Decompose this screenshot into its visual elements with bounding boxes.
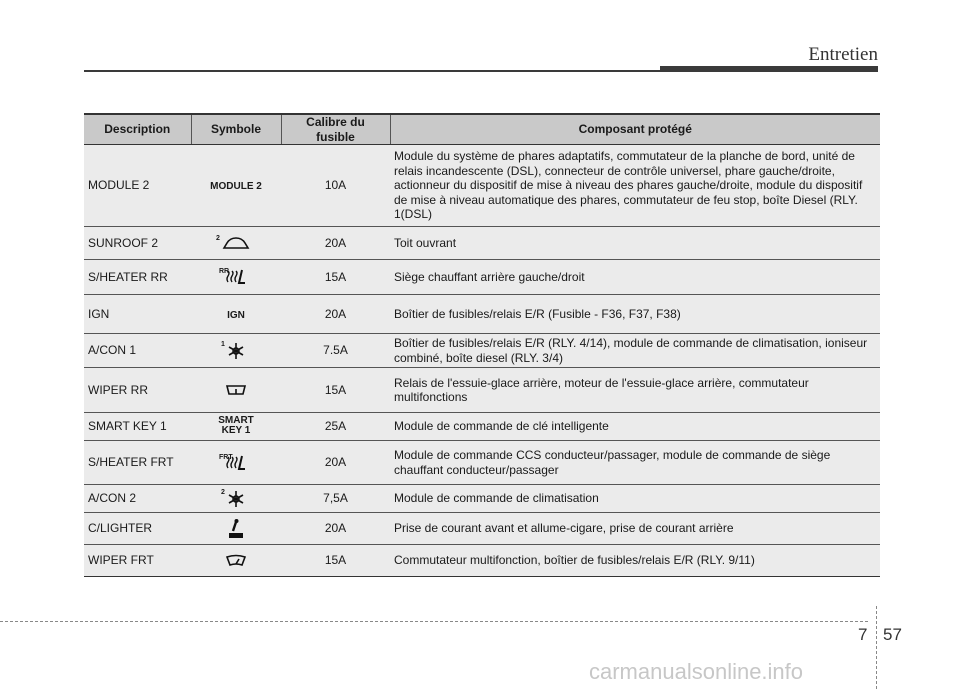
- fuse-table: [84, 113, 880, 577]
- fuse-component: Toit ouvrant: [390, 227, 880, 260]
- fuse-symbol: [191, 295, 281, 334]
- fuse-symbol-superscript: RR: [219, 268, 230, 275]
- fuse-symbol-superscript: 1: [221, 340, 225, 348]
- fuse-component: Prise de courant avant et allume-cigare, prise de courant arrière: [390, 513, 880, 545]
- table-row: [84, 413, 880, 441]
- table-row: [84, 485, 880, 513]
- fuse-component: Module de commande CCS conducteur/passager, module de commande de siège chauffant conducteur/passager: [390, 441, 880, 485]
- table-row: [84, 334, 880, 368]
- fuse-description: WIPER FRT: [84, 545, 191, 577]
- fuse-rating: 7,5A: [281, 485, 390, 513]
- fuse-symbol: [191, 485, 281, 513]
- header-rule-accent: [660, 66, 878, 72]
- fuse-description: SMART KEY 1: [84, 413, 191, 441]
- watermark: carmanualsonline.info: [589, 659, 804, 684]
- fuse-symbol-superscript: 2: [221, 488, 225, 496]
- fuse-symbol: [191, 368, 281, 413]
- rear-wiper-icon: [225, 383, 247, 397]
- fuse-symbol: [191, 545, 281, 577]
- fuse-rating: 15A: [281, 368, 390, 413]
- fuse-description: S/HEATER FRT: [84, 441, 191, 485]
- fuse-description: MODULE 2: [84, 145, 191, 227]
- fuse-symbol: [191, 513, 281, 545]
- footer-rule: [0, 621, 868, 622]
- snowflake-icon: [221, 340, 245, 360]
- cigar-lighter-icon: [227, 518, 245, 540]
- fuse-component: Commutateur multifonction, boîtier de fusibles/relais E/R (RLY. 9/11): [390, 545, 880, 577]
- fuse-rating: 10A: [281, 145, 390, 227]
- fuse-symbol: [191, 413, 281, 441]
- seat-heater-icon: [219, 453, 247, 471]
- front-wiper-icon: [225, 554, 247, 568]
- table-row: [84, 295, 880, 334]
- column-header-rating: Calibre du fusible: [281, 114, 390, 145]
- table-row: [84, 145, 880, 227]
- column-header-component: Composant protégé: [390, 114, 880, 145]
- fuse-description: A/CON 2: [84, 485, 191, 513]
- fuse-component: Boîtier de fusibles/relais E/R (Fusible - F36, F37, F38): [390, 295, 880, 334]
- fuse-symbol: [191, 334, 281, 368]
- table-header-row: [84, 114, 880, 145]
- fuse-component: Boîtier de fusibles/relais E/R (RLY. 4/14), module de commande de climatisation, ioniseur combiné, boîte diesel (RLY. 3/4): [390, 334, 880, 368]
- table-row: [84, 513, 880, 545]
- column-header-description: Description: [84, 114, 191, 145]
- chapter-number: 7: [858, 625, 868, 644]
- fuse-description: SUNROOF 2: [84, 227, 191, 260]
- fuse-symbol-label: IGN: [227, 309, 245, 321]
- column-header-symbol: Symbole: [191, 114, 281, 145]
- fuse-rating: 7.5A: [281, 334, 390, 368]
- fuse-component: Module de commande de clé intelligente: [390, 413, 880, 441]
- fuse-description: A/CON 1: [84, 334, 191, 368]
- fuse-symbol: [191, 227, 281, 260]
- table-row: [84, 368, 880, 413]
- page-number: 57: [883, 625, 902, 644]
- fuse-rating: 20A: [281, 513, 390, 545]
- fuse-component: Module du système de phares adaptatifs, commutateur de la planche de bord, unité de relais incandescente (DSL), connecteur de contrôle universel, phare gauche/droite, actionneur du dispositif de mise à niveau des phares gauche/droite, module du dispositif de mise à niveau automatique des phares, commutateur de feu stop, boîte Diesel (RLY. 1(DSL): [390, 145, 880, 227]
- fuse-symbol-superscript: 2: [216, 235, 220, 243]
- fuse-rating: 15A: [281, 260, 390, 295]
- fuse-description: C/LIGHTER: [84, 513, 191, 545]
- fuse-component: Module de commande de climatisation: [390, 485, 880, 513]
- fuse-rating: 15A: [281, 545, 390, 577]
- fuse-component: Relais de l'essuie-glace arrière, moteur de l'essuie-glace arrière, commutateur multifonctions: [390, 368, 880, 413]
- fuse-symbol-label: MODULE 2: [210, 181, 262, 193]
- fuse-symbol: [191, 441, 281, 485]
- fuse-table-body: [84, 145, 880, 577]
- fuse-symbol-superscript: FRT: [219, 453, 233, 461]
- sunroof-icon: [216, 235, 250, 250]
- snowflake-icon: [221, 488, 245, 508]
- seat-heater-icon: [219, 268, 247, 285]
- footer-divider: [876, 606, 877, 689]
- chapter-title: Entretien: [808, 44, 878, 65]
- table-row: [84, 260, 880, 295]
- fuse-rating: 25A: [281, 413, 390, 441]
- fuse-symbol-label: SMART KEY 1: [218, 415, 254, 437]
- fuse-symbol: [191, 260, 281, 295]
- table-row: [84, 441, 880, 485]
- fuse-description: S/HEATER RR: [84, 260, 191, 295]
- fuse-description: IGN: [84, 295, 191, 334]
- fuse-rating: 20A: [281, 227, 390, 260]
- table-row: [84, 227, 880, 260]
- table-row: [84, 545, 880, 577]
- fuse-rating: 20A: [281, 295, 390, 334]
- fuse-component: Siège chauffant arrière gauche/droit: [390, 260, 880, 295]
- fuse-description: WIPER RR: [84, 368, 191, 413]
- header-rule: [84, 70, 660, 72]
- fuse-rating: 20A: [281, 441, 390, 485]
- fuse-symbol: [191, 145, 281, 227]
